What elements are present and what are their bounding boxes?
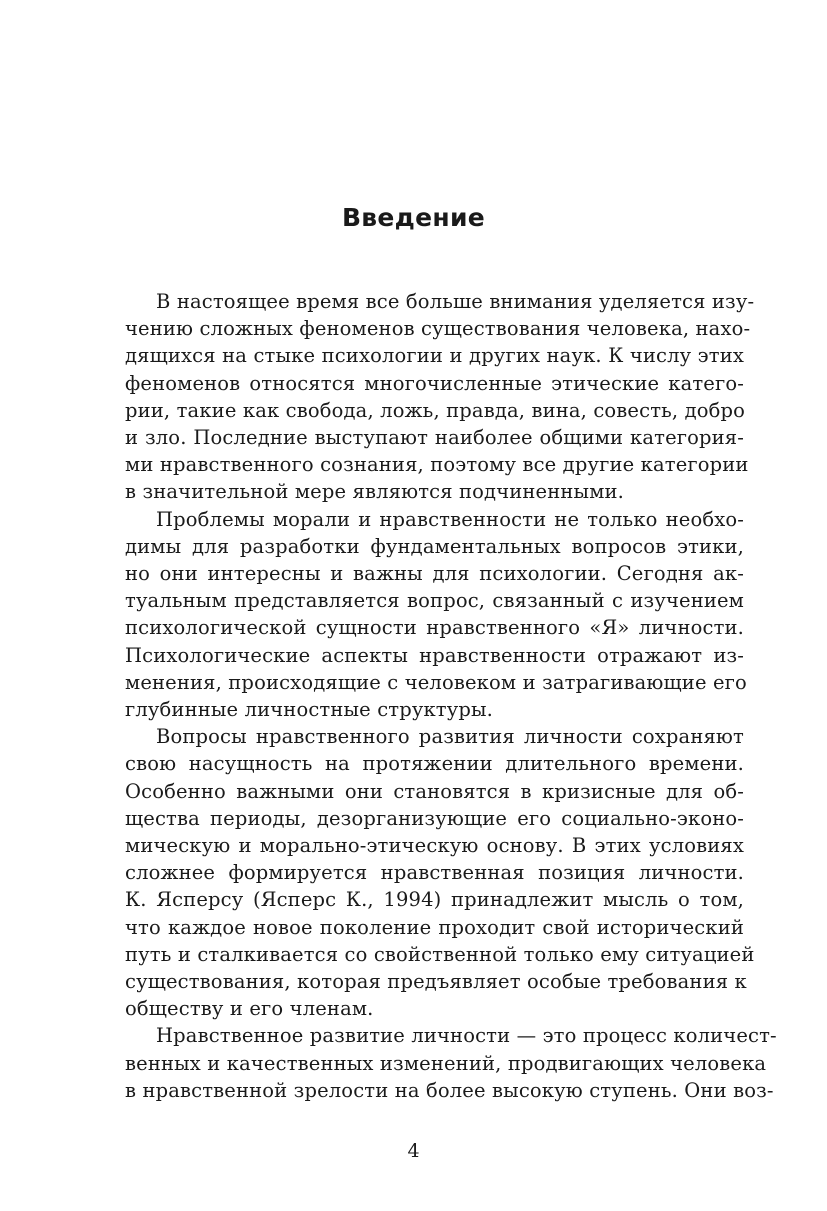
text-line: В настоящее время все больше внимания уделяется изу- [156, 290, 755, 313]
text-line: но они интересны и важны для психологии. Сегодня ак- [125, 562, 744, 586]
text-line: и зло. Последние выступают наиболее общими категория- [125, 426, 744, 450]
text-line: феноменов относятся многочисленные этические катего- [125, 371, 744, 395]
text-line: путь и сталкивается со свойственной только ему ситуацией [125, 942, 755, 966]
text-line: Нравственное развитие личности — это процесс количест- [156, 1024, 777, 1048]
text-line: глубинные личностные структуры. [125, 698, 494, 722]
text-line: что каждое новое поколение проходит свой исторический [125, 915, 744, 939]
text-line: обществу и его членам. [125, 997, 374, 1021]
paragraph [94, 723, 755, 1022]
text-line: димы для разработки фундаментальных вопросов этики, [125, 534, 744, 558]
text-line: сложнее формируется нравственная позиция личности. [125, 861, 744, 885]
text-line: рии, такие как свобода, ложь, правда, вина, совесть, добро [125, 398, 746, 422]
text-line: существования, которая предъявляет особые требования к [125, 970, 747, 994]
text-line: дящихся на стыке психологии и других наук. К числу этих [125, 344, 744, 368]
text-line: менения, происходящие с человеком и затрагивающие его [125, 670, 747, 694]
text-line: Особенно важными они становятся в кризисные для об- [125, 779, 744, 803]
text-line: Проблемы морали и нравственности не только необхо- [156, 507, 744, 531]
chapter-title: Введение [341, 203, 486, 232]
paragraph [94, 1022, 777, 1104]
text-line: К. Ясперсу (Ясперс К., 1994) принадлежит мысль о том, [125, 888, 744, 912]
text-line: щества периоды, дезорганизующие его социально-эконо- [125, 806, 744, 830]
body-text [94, 288, 777, 1104]
paragraph [94, 506, 747, 724]
text-line: чению сложных феноменов существования человека, нахо- [125, 317, 751, 341]
text-line: в нравственной зрелости на более высокую ступень. Они воз- [125, 1078, 774, 1102]
text-line: Вопросы нравственного развития личности сохраняют [156, 725, 744, 749]
text-line: венных и качественных изменений, продвигающих человека [125, 1051, 767, 1075]
text-line: ми нравственного сознания, поэтому все другие категории [125, 453, 749, 477]
text-line: свою насущность на протяжении длительного времени. [125, 752, 744, 776]
page-number: 4 [407, 1140, 420, 1162]
text-line: туальным представляется вопрос, связанный с изучением [125, 589, 744, 613]
text-line: мическую и морально-этическую основу. В этих условиях [125, 834, 744, 858]
text-line: психологической сущности нравственного «Я» личности. [125, 616, 744, 640]
text-line: в значительной мере являются подчиненными. [125, 480, 625, 504]
paragraph [94, 288, 755, 506]
text-line: Психологические аспекты нравственности отражают из- [125, 643, 744, 667]
